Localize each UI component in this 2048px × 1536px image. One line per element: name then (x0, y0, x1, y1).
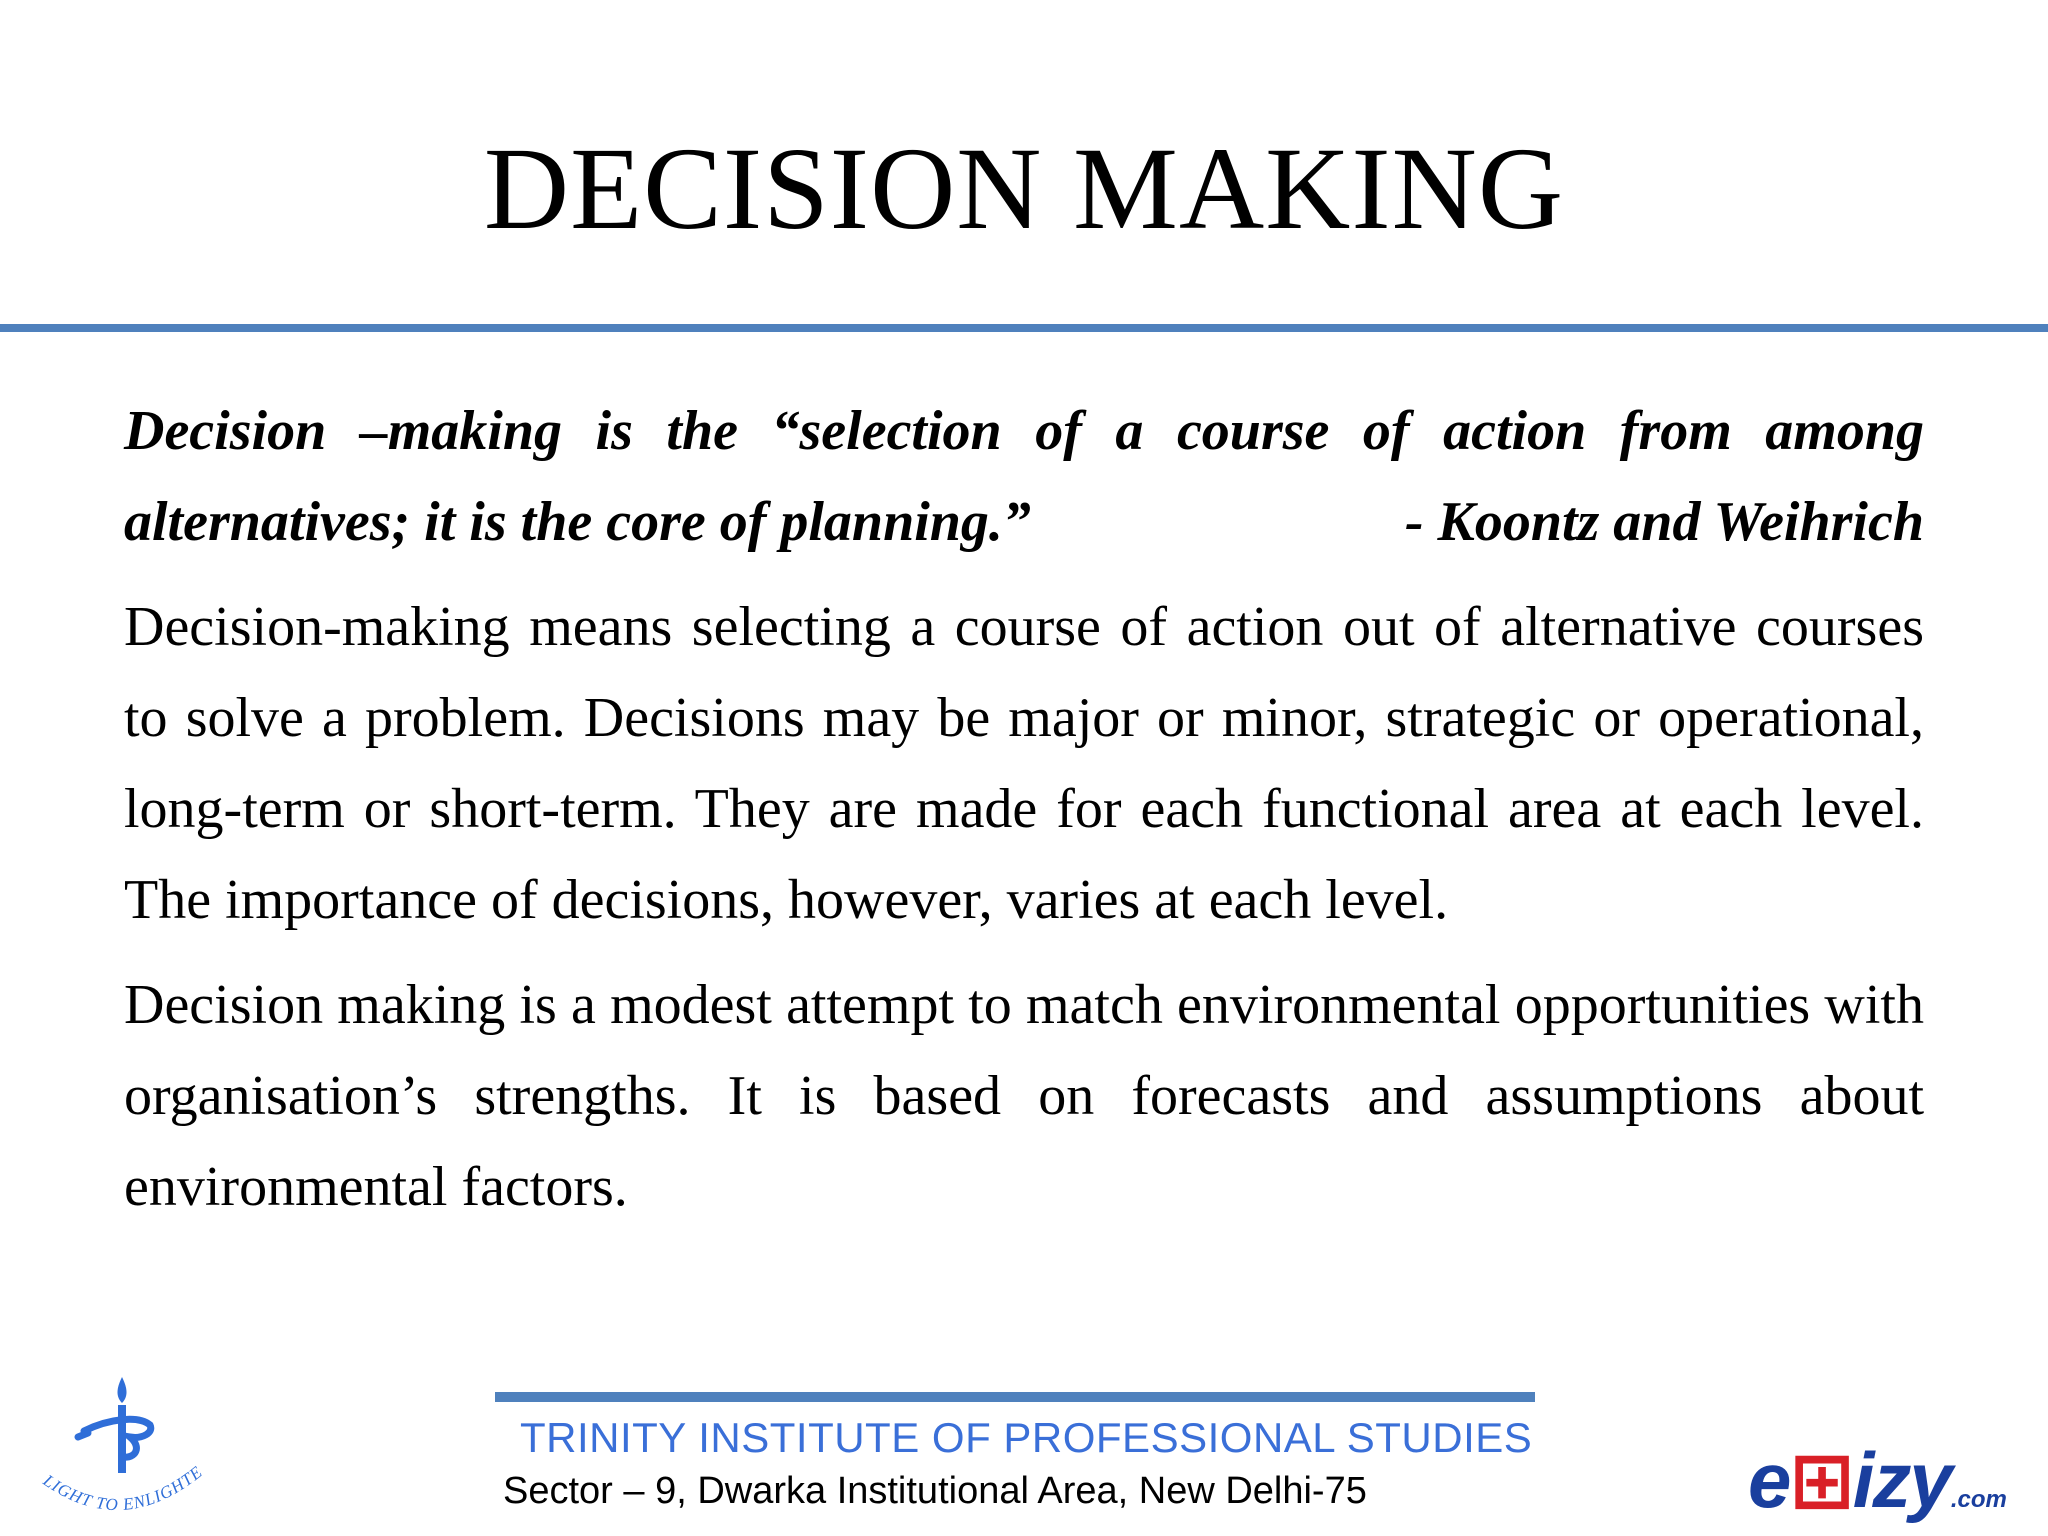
ezy-logo (1748, 1436, 2028, 1524)
quote-text: Decision –making is the “selection of a course of action from among alternatives; it is the core of planning.” (124, 400, 1924, 553)
title-divider (0, 324, 2048, 332)
footer-divider (495, 1392, 1535, 1402)
slide-content (124, 386, 1924, 1233)
torch-icon (30, 1375, 220, 1525)
definition-quote (124, 386, 1924, 568)
paragraph-2: Decision making is a modest attempt to match environmental opportunities with organisation’s strengths. It is based on forecasts and assumptions about environmental factors. (124, 974, 1924, 1218)
cart-icon: ⊞ (1789, 1436, 1853, 1524)
svg-text:LIGHT TO ENLIGHTEN: LIGHT TO ENLIGHTE (39, 1461, 207, 1515)
institute-name: TRINITY INSTITUTE OF PROFESSIONAL STUDIES (520, 1414, 1533, 1461)
slide-title: DECISION MAKING (483, 123, 1565, 254)
brand-mark: e⊞izy (1748, 1436, 1951, 1524)
institute-logo (30, 1375, 220, 1525)
institute-address: Sector – 9, Dwarka Institutional Area, New Delhi-75 (503, 1470, 1367, 1512)
quote-author: - Koontz and Weihrich (1404, 491, 1924, 553)
paragraph-1: Decision-making means selecting a course of action out of alternative courses to solve a problem. Decisions may be major or minor, strategic or operational, long-term or short-term. They are made for each functional area at each level. The importance of decisions, however, varies at each level. (124, 596, 1924, 931)
brand-suffix: .com (1950, 1486, 2007, 1513)
